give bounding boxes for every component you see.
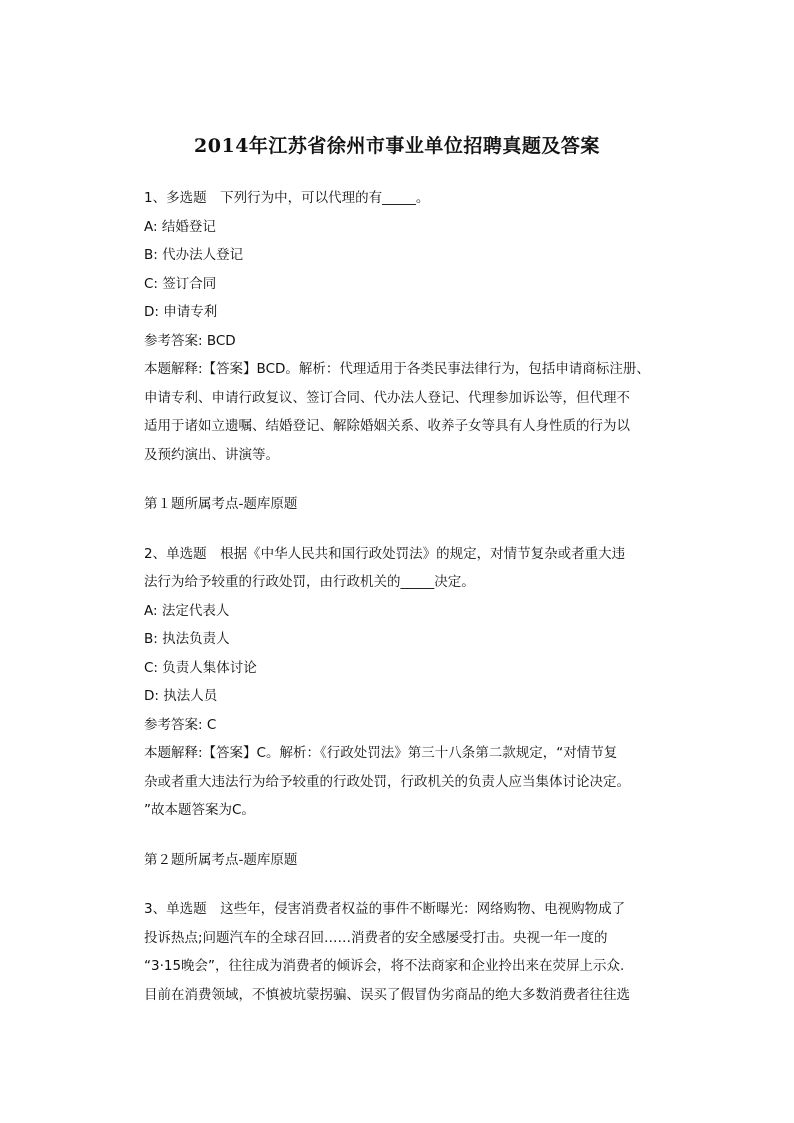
explanation-line: 本题解释:【答案】C。解析：《行政处罚法》第三十八条第二款规定，“对情节复 [144, 745, 618, 761]
page-title: 2014年江苏省徐州市事业单位招聘真题及答案 [194, 135, 600, 157]
question-stem: 目前在消费领域，不慎被坑蒙拐骗、误买了假冒伪劣商品的绝大多数消费者往往选 [144, 986, 630, 1003]
question-stem: 2、单选题 根据《中华人民共和国行政处罚法》的规定，对情节复杂或者重大违 [144, 545, 626, 562]
question-stem: 1、多选题 下列行为中，可以代理的有_____。 [144, 190, 430, 206]
explanation-line: 及预约演出、讲演等。 [144, 446, 279, 463]
option-b: B: 执法负责人 [144, 631, 230, 647]
explanation-line: 杂或者重大违法行为给予较重的行政处罚，行政机关的负责人应当集体讨论决定。 [144, 773, 630, 790]
spacer [144, 519, 659, 540]
option-c: C: 签订合同 [144, 275, 217, 292]
option-c: C: 负责人集体讨论 [144, 659, 257, 676]
spacer [144, 825, 659, 846]
reference-answer: 参考答案: C [144, 716, 217, 733]
question-1 [144, 184, 659, 540]
option-a: A: 法定代表人 [144, 602, 230, 619]
option-a: A: 结婚登记 [144, 218, 216, 235]
explanation-line: ”故本题答案为C。 [144, 802, 255, 818]
question-2 [144, 540, 659, 896]
question-stem: “3·15晚会”，往往成为消费者的倾诉会，将不法商家和企业拎出来在荧屏上示众. [144, 958, 625, 974]
question-stem: 法行为给予较重的行政处罚，由行政机关的_____决定。 [144, 574, 475, 590]
question-stem: 投诉热点;问题汽车的全球召回……消费者的安全感屡受打击。央视一年一度的 [144, 929, 608, 946]
topic-footer: 第２题所属考点-题库原题 [144, 851, 298, 868]
question-3 [144, 895, 659, 1009]
option-d: D: 执法人员 [144, 688, 218, 704]
reference-answer: 参考答案: BCD [144, 332, 236, 349]
explanation-line: 本题解释:【答案】BCD。解析：代理适用于各类民事法律行为，包括申请商标注册、 [144, 361, 650, 377]
question-stem: 3、单选题 这些年，侵害消费者权益的事件不断曝光：网络购物、电视购物成了 [144, 901, 626, 917]
option-d: D: 申请专利 [144, 304, 218, 320]
option-b: B: 代办法人登记 [144, 247, 244, 263]
topic-footer: 第１题所属考点-题库原题 [144, 496, 298, 512]
explanation-line: 适用于诸如立遗嘱、结婚登记、解除婚姻关系、收养子女等具有人身性质的行为以 [144, 418, 630, 434]
explanation-line: 申请专利、申请行政复议、签订合同、代办法人登记、代理参加诉讼等，但代理不 [144, 389, 630, 406]
spacer [144, 874, 659, 895]
question-list [144, 184, 659, 1009]
spacer [144, 469, 659, 490]
